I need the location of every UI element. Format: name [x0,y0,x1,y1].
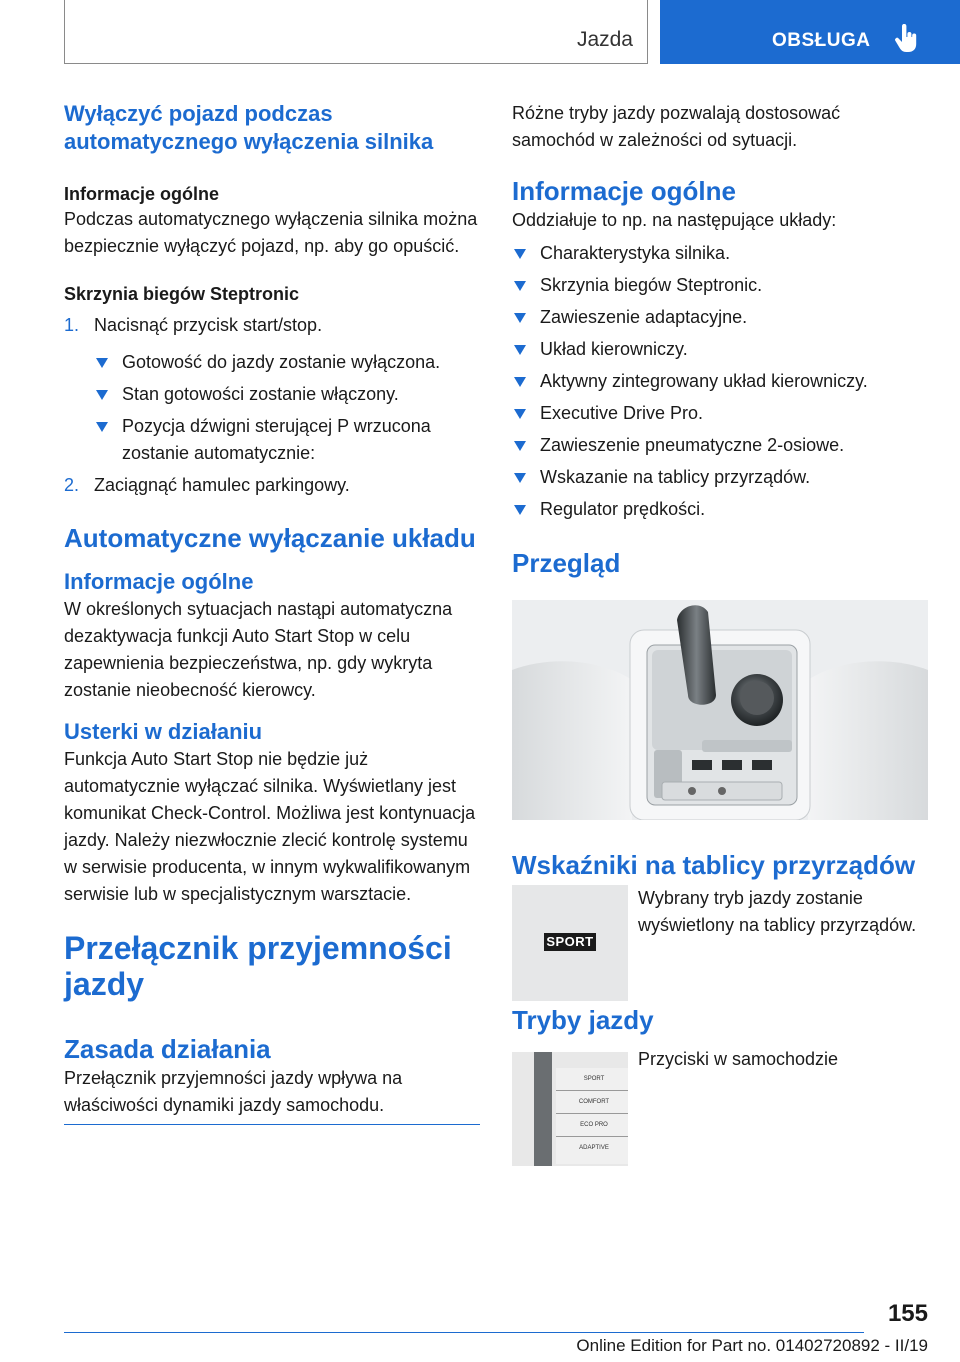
step-text: Zaciągnąć hamulec parkingowy. [94,475,350,495]
paragraph-auto-deactivation: W określonych sytuacjach nastąpi automatyczna dezaktywacja funkcji Auto Start Stop w celu zapewnienia bezpieczeństwa, np. gdy wykryta zostanie nieobecność kierowcy. [64,599,453,700]
sport-indicator-label: SPORT [544,933,596,951]
list-item: Stan gotowości zostanie włączony. [94,381,480,408]
heading-auto-deactivation: Automatyczne wyłączanie układu [64,523,476,553]
triangle-bullet-icon [96,358,108,368]
paragraph-general-info: Podczas automatycznego wyłączenia silnika można bezpiecznie wyłączyć pojazd, np. aby go opuścić. [64,209,478,256]
list-item: Pozycja dźwigni sterującej P wrzucona zostanie automatycznie: [94,413,480,467]
modes-heading-wrap [512,1005,928,1036]
heading-shutdown-during-auto-stop: Wyłączyć pojazd podczas automatycznego wyłączenia silnika [64,101,434,154]
section-rule [64,1124,480,1125]
hand-pointer-icon [894,24,920,54]
step-text: Nacisnąć przycisk start/stop. [94,315,323,335]
header-chapter-label: OBSŁUGA [772,30,871,51]
subheading-general-info: Informacje ogólne [64,184,220,204]
footer-edition: Online Edition for Part no. 01402720892 - II/19 [576,1336,928,1355]
header-section-title: Jazda [576,28,633,51]
heading-info-general-right: Informacje ogólne [512,176,736,206]
center-console-photo [512,600,928,820]
triangle-bullet-icon [96,422,108,432]
left-column [64,100,480,1119]
step-item [64,312,480,467]
list-item: Skrzynia biegów Steptronic. [512,272,928,299]
header-section-box [64,0,648,64]
paragraph-affects: Oddziałuje to np. na następujące układy: [512,210,837,230]
page-number: 155 [887,1300,928,1327]
mode-buttons-image [512,1052,628,1166]
heading-info-general-2: Informacje ogólne [64,569,254,594]
indicators-heading-wrap [512,850,942,881]
list-item: Aktywny zintegrowany układ kierowniczy. [512,368,928,395]
list-item: Executive Drive Pro. [512,400,928,427]
list-item: Wskazanie na tablicy przyrządów. [512,464,928,491]
list-item: Charakterystyka silnika. [512,240,928,267]
list-item: Układ kierowniczy. [512,336,928,363]
console-illustration [512,600,928,820]
heading-instrument-indicators: Wskaźniki na tablicy przyrządów [512,850,916,880]
paragraph-faults: Funkcja Auto Start Stop nie będzie już automatycznie wyłączać silnika. Wyświetlany jest komunikat Check-Control. Możliwa jest kontynuacja jazdy. Należy niezwłocznie zlecić kontrolę systemu w serwisie producenta, w innym wykwalifikowanym serwisie lub w specjalistycznym warsztacie. [64,749,476,904]
triangle-bullet-icon [96,390,108,400]
paragraph-driving-modes-intro: Różne tryby jazdy pozwalają dostosować samochód w zależności od sytuacji. [512,103,841,150]
subheading-steptronic: Skrzynia biegów Steptronic [64,284,300,304]
steps-list [64,312,480,499]
list-item: Zawieszenie adaptacyjne. [512,304,928,331]
mode-button-sport: SPORT [556,1068,628,1091]
triangle-bullet-icon [514,281,526,291]
triangle-bullet-icon [514,409,526,419]
triangle-bullet-icon [514,441,526,451]
step-number: 1. [64,315,80,335]
mode-button-adaptive: ADAPTIVE [579,1145,609,1151]
triangle-bullet-icon [514,505,526,515]
heading-faults: Usterki w działaniu [64,719,263,744]
list-item: Gotowość do jazdy zostanie wyłączona. [94,349,480,376]
right-column [512,100,928,579]
mode-button-eco-pro: ECO PRO [556,1114,628,1137]
list-item: Zawieszenie pneumatyczne 2-osiowe. [512,432,928,459]
list-item: Regulator prędkości. [512,496,928,523]
mode-button-comfort: COMFORT [556,1091,628,1114]
step-bullets [94,349,480,467]
heading-principle: Zasada działania [64,1034,271,1064]
triangle-bullet-icon [514,249,526,259]
heading-driving-experience-switch: Przełącznik przyjemności jazdy [64,930,452,1002]
paragraph-principle: Przełącznik przyjemności jazdy wpływa na właściwości dynamiki jazdy samochodu. [64,1068,403,1115]
step-number: 2. [64,475,80,495]
paragraph-indicators: Wybrany tryb jazdy zostanie wyświetlony na tablicy przyrządów. [638,888,917,935]
affected-systems-list [512,240,928,523]
step-item [64,472,480,499]
triangle-bullet-icon [514,313,526,323]
triangle-bullet-icon [514,345,526,355]
paragraph-modes: Przyciski w samochodzie [638,1049,839,1069]
sport-indicator-image [512,885,628,1001]
triangle-bullet-icon [514,473,526,483]
footer-rule [64,1332,864,1333]
heading-driving-modes: Tryby jazdy [512,1005,654,1035]
heading-overview: Przegląd [512,548,621,578]
triangle-bullet-icon [514,377,526,387]
